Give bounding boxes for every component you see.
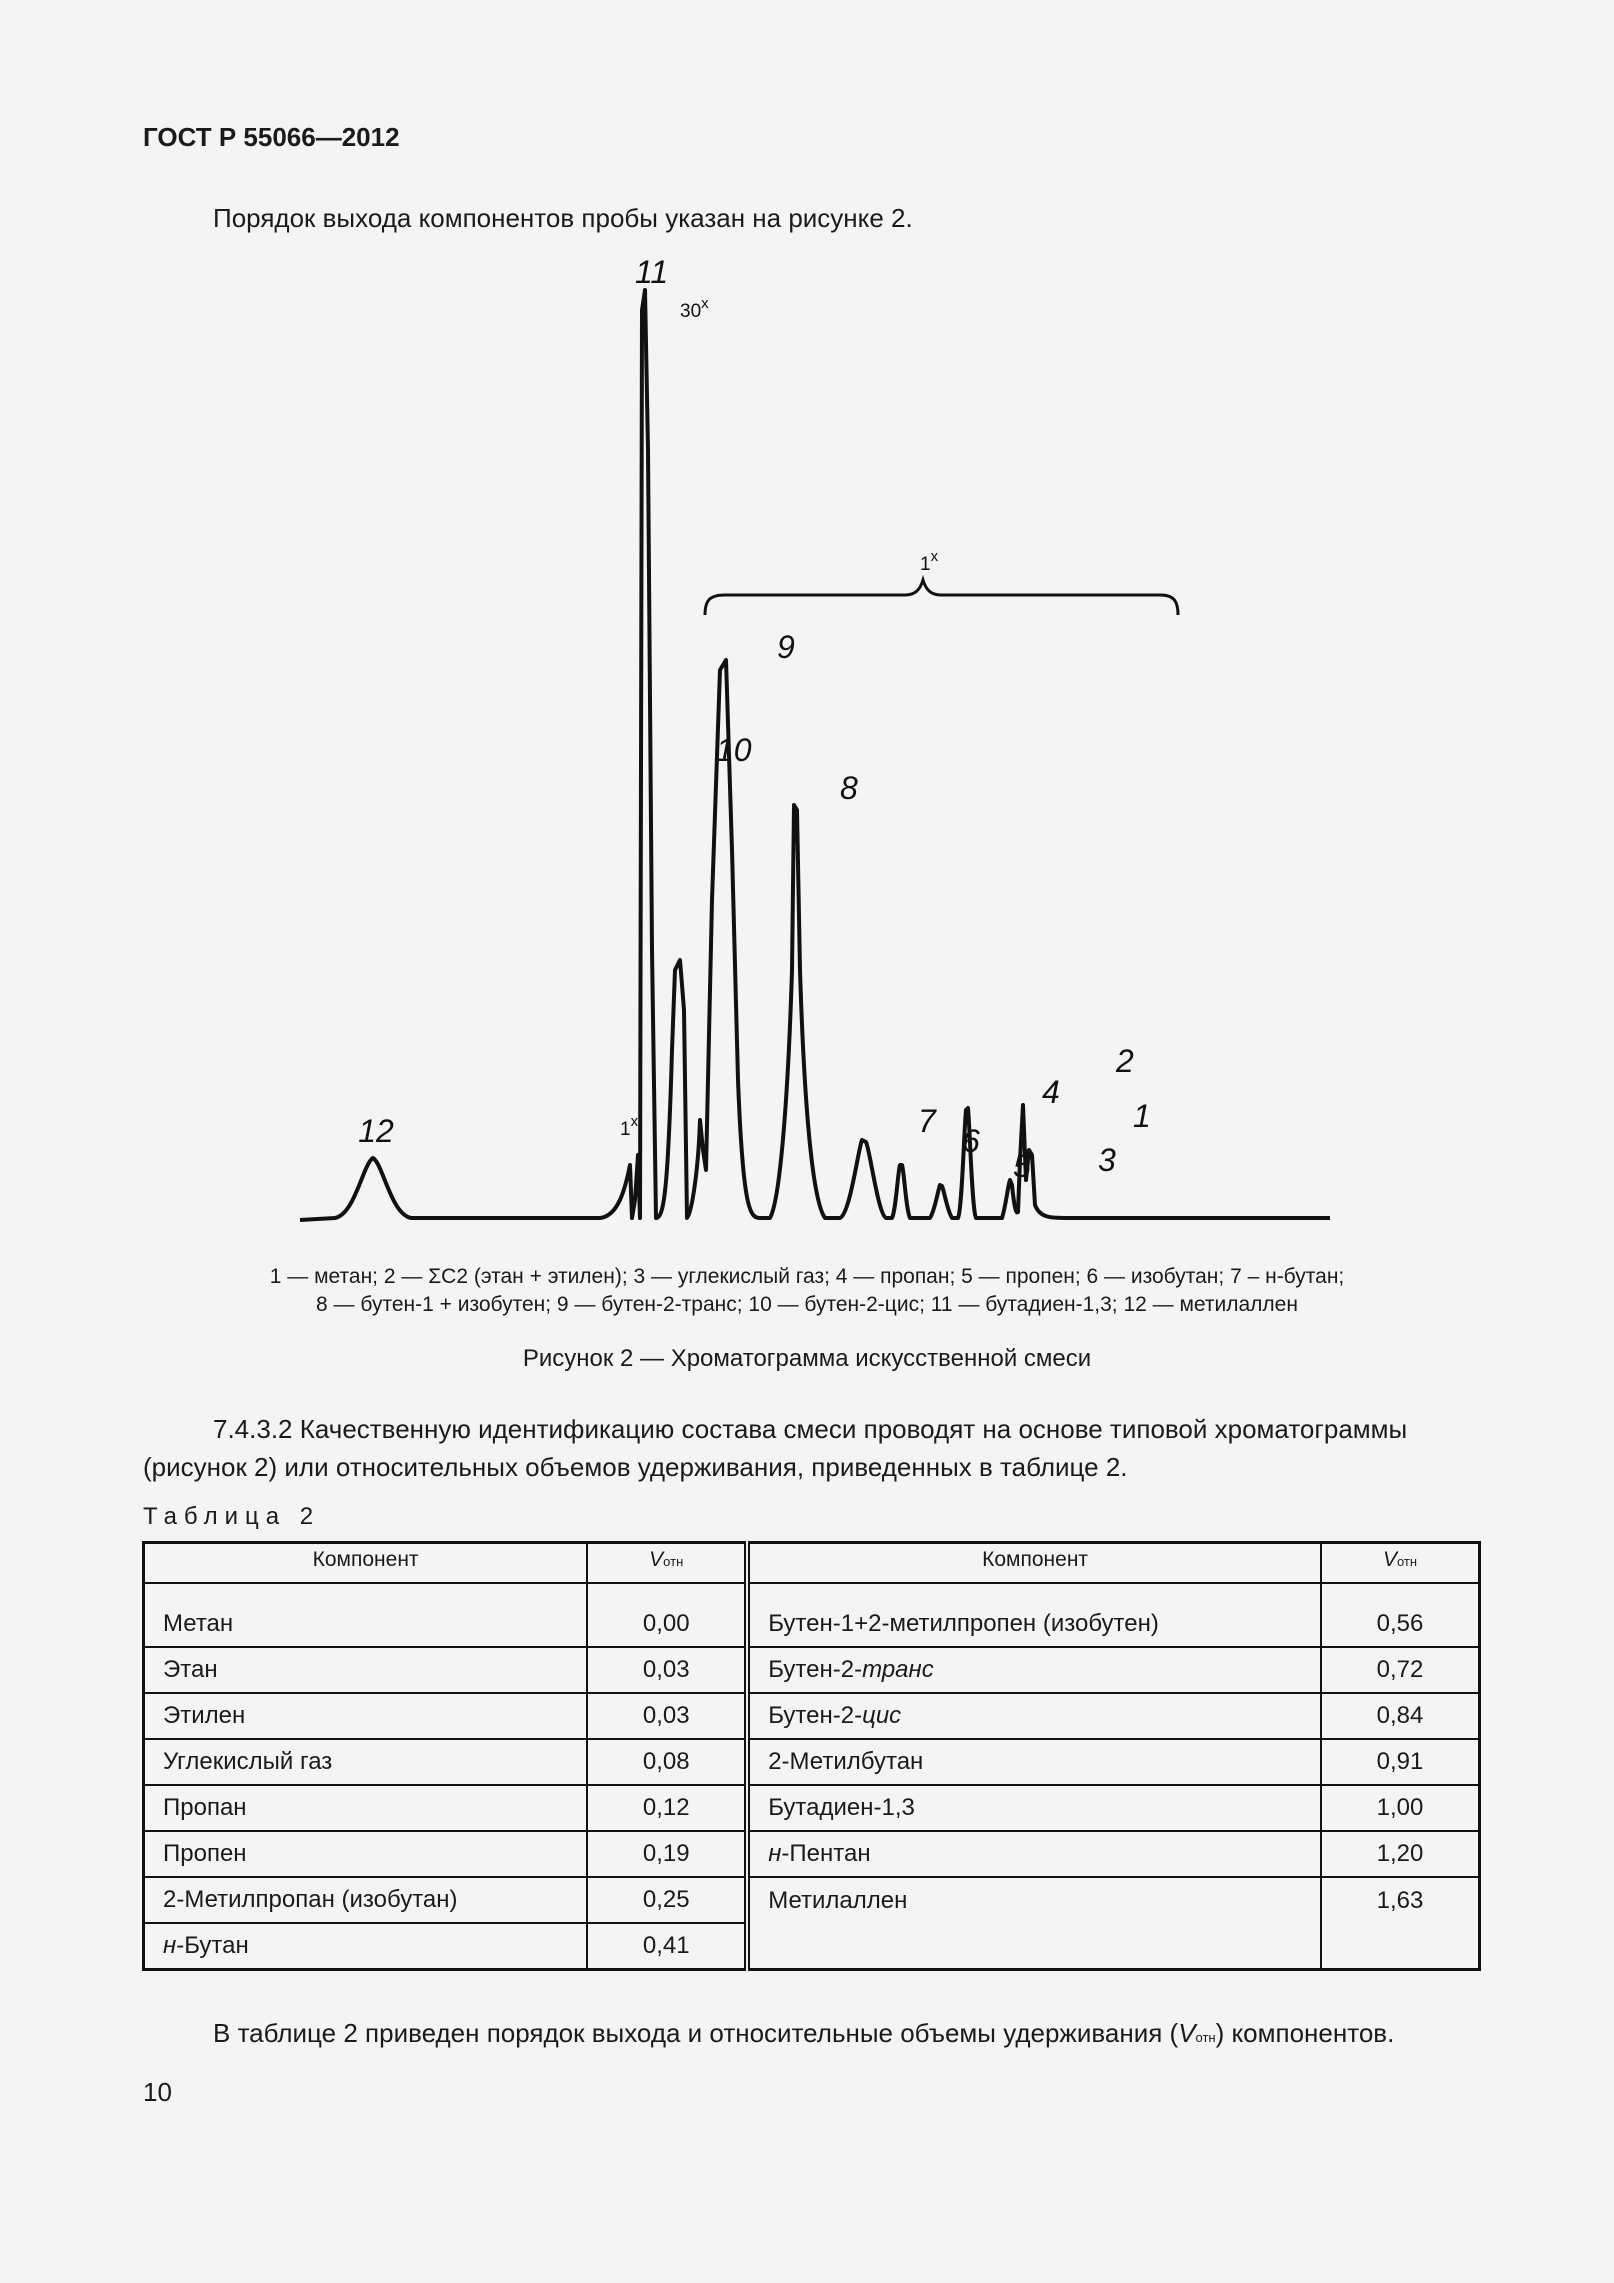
chromatogram-figure — [280, 250, 1340, 1240]
peak-label-3: 3 — [1098, 1142, 1116, 1178]
table-row: 2-Метилпропан (изобутан) 0,25 Метилаллен 1,63 — [144, 1877, 1480, 1923]
peak-label-4: 4 — [1042, 1074, 1060, 1110]
footer-paragraph: В таблице 2 приведен порядок выхода и относительные объемы удерживания (Vотн) компонентов. — [213, 2018, 1395, 2048]
multiplier-30x: 30$^x$ — [680, 295, 709, 322]
table-row: Этилен 0,03 Бутен-2-цис 0,84 — [144, 1693, 1480, 1739]
table-row: Метан 0,00 Бутен-1+2-метилпропен (изобутен) 0,56 — [144, 1602, 1480, 1647]
peak-label-8: 8 — [840, 770, 858, 806]
peak-label-12: 12 — [358, 1113, 394, 1149]
figure-caption: Рисунок 2 — Хроматограмма искусственной смеси — [522, 1345, 1092, 1372]
peak-label-2: 2 — [1116, 1043, 1134, 1079]
peak-label-9: 9 — [777, 629, 795, 665]
col-header-component: Компонент — [144, 1543, 588, 1584]
table-row: Пропан 0,12 Бутадиен-1,3 1,00 — [144, 1785, 1480, 1831]
peak-label-7: 7 — [918, 1103, 936, 1139]
peak-label-11: 11 — [635, 254, 669, 290]
multiplier-1x-left: 1$^x$ — [620, 1113, 639, 1140]
col-header-component-2: Компонент — [747, 1543, 1321, 1584]
peak-label-10: 10 — [716, 732, 752, 768]
peak-label-1: 1 — [1133, 1098, 1151, 1134]
chromatogram-trace — [300, 290, 1330, 1220]
page-number: 10 — [143, 2077, 172, 2107]
table-label: Таблица 2 — [143, 1503, 321, 1530]
intro-paragraph: Порядок выхода компонентов пробы указан на рисунке 2. — [213, 203, 913, 233]
section-paragraph: 7.4.3.2 Качественную идентификацию состава смеси проводят на основе типовой хроматограммы (рисунок 2) или относительных объемов удерживания, приведенных в таблице 2. — [143, 1414, 1408, 1482]
table-row: Этан 0,03 Бутен-2-транс 0,72 — [144, 1647, 1480, 1693]
multiplier-1x-brace: 1$^x$ — [920, 548, 939, 575]
figure-legend-line2: 8 — бутен-1 + изобутен; 9 — бутен-2-транс; 10 — бутен-2-цис; 11 — бутадиен-1,3; 12 — метилаллен — [316, 1293, 1298, 1316]
col-header-v-2: Vотн — [1321, 1543, 1480, 1584]
peak-label-5: 5 — [1013, 1148, 1031, 1184]
group-brace — [705, 580, 1178, 615]
col-header-v: Vотн — [587, 1543, 747, 1584]
table-row: Углекислый газ 0,08 2-Метилбутан 0,91 — [144, 1739, 1480, 1785]
table-header-row — [144, 1543, 1480, 1584]
retention-table — [142, 1541, 1481, 1971]
figure-legend-line1: 1 — метан; 2 — ΣC2 (этан + этилен); 3 — углекислый газ; 4 — пропан; 5 — пропен; 6 — изобутан; 7 – н-бутан; — [269, 1265, 1345, 1288]
table-row: Пропен 0,19 н-Пентан 1,20 — [144, 1831, 1480, 1877]
peak-label-6: 6 — [962, 1123, 980, 1159]
table-row: н-Бутан 0,41 — [144, 1923, 1480, 1970]
standard-header: ГОСТ Р 55066—2012 — [143, 122, 400, 152]
